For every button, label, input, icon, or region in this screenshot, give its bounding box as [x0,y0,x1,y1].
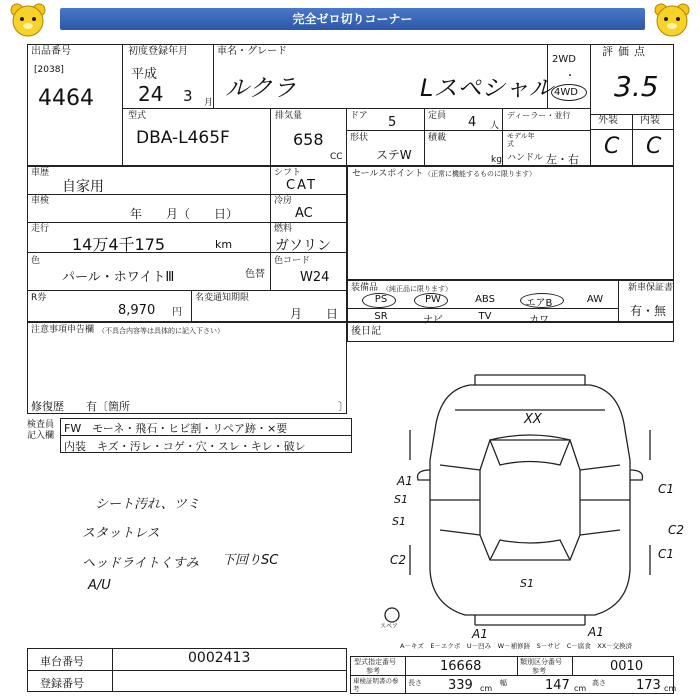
width-unit: cm [574,684,587,693]
class-label2: 参考 [532,667,546,675]
notice-label: 名変通知期限 [195,293,250,303]
era: 平成 [131,67,158,82]
damage-mark: C2 [390,553,407,567]
equipment-circle [414,293,448,308]
color-code-label: 色コード [274,256,311,266]
height-value: 173 [636,678,661,693]
handwritten-note: A/U [88,578,111,593]
equipment-item: エアB [525,298,553,309]
rear-note-label: 後日記 [351,326,381,337]
capacity-label: 定員 [428,111,447,121]
fuel-label: 燃料 [274,224,293,234]
capacity-value: 4 [468,115,477,130]
repair-label: 修復歴 [31,400,64,413]
handwritten-note: ヘッドライトくすみ [82,556,199,571]
mileage-unit: km [215,238,233,251]
length-value: 339 [448,678,473,693]
ac-value: AC [295,206,313,221]
damage-mark: S1 [394,493,408,506]
equipment-circle [362,293,396,308]
type-cert-label: 型式指定番号 [354,658,396,666]
equipment-item: PW [425,294,441,305]
reg-month: 3 [183,87,193,105]
equipment-circle [520,293,564,308]
drive-2wd: 2WD [552,54,576,65]
equipment-item: ナビ [423,315,443,326]
length-unit: cm [480,684,493,693]
damage-mark: S1 [520,577,534,590]
bear-mascot-icon [652,2,692,38]
bear-mascot-icon [8,2,48,38]
dealer-label: ディーラー・並行 [507,111,571,120]
equipment-item: AW [586,294,604,305]
car-name: ルクラ [225,74,297,102]
ac-label: 冷房 [274,196,293,206]
repair-value: 有〔箇所 [86,400,130,413]
interior-grade: C [646,134,662,159]
lot-small: [2038] [34,65,64,75]
equipment-item: カワ [529,315,549,326]
color-code-value: W24 [300,270,330,285]
shape-value: ステW [376,148,412,162]
doors-value: 5 [388,115,397,130]
handwritten-note: 下回りSC [222,553,279,568]
car-damage-diagram [380,370,680,640]
interior-label: 内装 [640,115,660,126]
equipment-item: SR [374,311,388,322]
damage-legend: A－キズ E－エクボ U－凹み W－補修跡 S－サビ C－腐食 XX－交換済 [400,642,633,650]
class-label: 類別区分番号 [520,658,562,666]
history-label: 車歴 [31,168,50,178]
width-value: 147 [545,678,570,693]
first-reg-label: 初度登録年月 [128,46,188,57]
banner [0,0,700,40]
equipment-item: PS [374,294,388,305]
caution-label: 注意事項申告欄 [31,325,95,335]
car-grade: Lスペシャル [420,74,553,102]
warranty-value: 有・無 [630,304,667,318]
spare-label: スペア [380,623,399,630]
color-change-label: 色替 [245,269,265,280]
length-label: 長さ [408,679,422,687]
doors-label: ドア [350,111,368,121]
history-value: 自家用 [62,179,104,195]
load-unit: kg [491,155,502,165]
notice-value: 月 日 [290,307,339,321]
damage-mark: C1 [658,482,675,496]
exterior-label: 外装 [598,115,618,126]
damage-mark: XX [524,412,542,427]
inspector-label: 検査員記入欄 [27,420,55,441]
sales-point-block [347,166,674,280]
rear-note-block [347,322,674,342]
score-label: 評価点 [602,45,650,58]
repair-end: 〕 [338,400,349,413]
damage-mark: C1 [658,547,675,561]
inspector-row1: FW モーネ・飛石・ヒビ割・リペア跡・×要 [64,422,288,435]
equipment-note: （純正品に限ります） [382,285,452,293]
header-block [27,44,674,166]
size-label: 車検証明書の参考 [353,677,399,693]
equipment-label: 装備品 [351,283,379,293]
lot-label: 出品番号 [31,46,71,57]
handwritten-note: シート汚れ、ツミ [95,497,200,512]
type-cert-value: 16668 [440,659,482,674]
month-unit: 月 [204,98,214,108]
inspector-row2: 内装 キズ・汚レ・コゲ・穴・スレ・キレ・破レ [64,440,306,453]
reg-year: 24 [138,82,164,106]
displacement-unit: CC [330,152,343,162]
shaken-value: 年 月（ 日） [130,207,239,221]
shift-value: CAT [286,178,317,193]
chassis-label: 車台番号 [40,655,84,668]
displacement-label: 排気量 [275,111,303,121]
handwritten-note: スタットレス [82,526,160,541]
color-value: パール・ホワイトⅢ [62,270,175,285]
shape-label: 形状 [350,133,369,143]
recycle-value: 8,970 [118,303,156,318]
lot-number: 4464 [38,86,94,111]
damage-mark: S1 [392,515,406,528]
sales-point-label: セールスポイント [352,169,424,179]
height-unit: cm [664,684,677,693]
equipment-item: ABS [475,294,495,305]
car-name-label: 車名・グレード [217,46,287,57]
exterior-grade: C [604,134,620,159]
damage-mark: C2 [668,523,685,537]
model-value: DBA-L465F [136,128,230,148]
capacity-unit: 人 [490,121,500,131]
caution-note: （不具合内容等は具体的に記入下さい） [98,327,224,335]
chassis-value: 0002413 [188,650,251,666]
registration-label: 登録番号 [40,677,84,690]
damage-mark: A1 [472,627,488,641]
shaken-label: 車検 [31,196,50,206]
handle-value: 左・右 [546,153,579,166]
mileage-value: 14万4千175 [72,235,166,254]
height-label: 高さ [592,679,606,687]
shift-label: シフト [274,168,302,178]
warranty-label: 新車保証書 [628,283,674,293]
score-value: 3.5 [614,70,659,103]
type-cert-label2: 参考 [366,667,380,675]
model-label: 型式 [128,111,147,121]
equipment-item: TV [478,311,492,322]
load-label: 積載 [428,133,447,143]
color-label: 色 [31,256,41,266]
mileage-label: 走行 [31,224,50,234]
drive-4wd: 4WD [554,87,578,98]
sales-point-note: （正常に機能するものに限ります） [424,170,536,178]
class-value: 0010 [610,659,644,674]
handle-label: ハンドル [507,153,544,163]
damage-mark: A1 [588,625,604,639]
fuel-value: ガソリン [275,238,331,254]
recycle-label: R券 [31,293,47,303]
recycle-unit: 円 [172,307,182,318]
banner-title: 完全ゼロ切りコーナー [292,12,413,26]
damage-mark: A1 [397,474,413,488]
width-label: 幅 [500,679,507,687]
model-year-label: モデル年式 [507,132,535,148]
displacement-value: 658 [293,130,324,149]
